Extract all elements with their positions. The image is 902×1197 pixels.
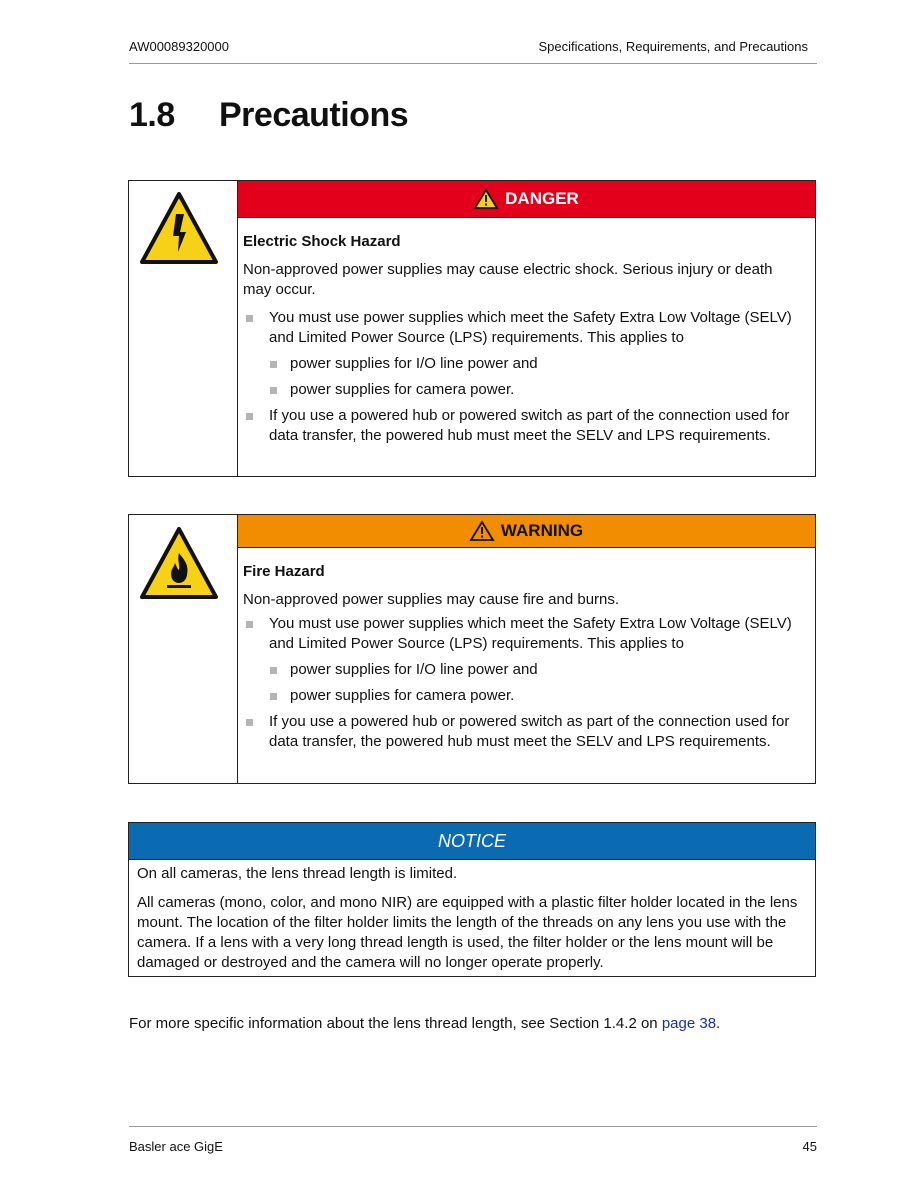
section-name: Precautions: [219, 96, 409, 134]
list-item: power supplies for I/O line power and: [269, 354, 803, 374]
page-title: [129, 96, 408, 135]
electric-shock-icon: [139, 190, 219, 270]
page-footer: [129, 1126, 817, 1154]
warning-heading: Fire Hazard: [243, 563, 325, 580]
fire-icon: [139, 525, 219, 605]
page-header: [129, 39, 817, 64]
danger-label: DANGER: [505, 189, 579, 208]
danger-intro: Non-approved power supplies may cause electric shock. Serious injury or death may occur.: [243, 261, 773, 298]
list-item: You must use power supplies which meet the Safety Extra Low Voltage (SELV) and Limited Power Source (LPS) requirements. This applies to power supplies for I/O line power and power supplies for camera power.: [243, 614, 803, 706]
notice-paragraph: All cameras (mono, color, and mono NIR) are equipped with a plastic filter holder located in the lens mount. The location of the filter holder limits the length of the threads on any lens you use with the camera. If a lens with a very long thread length is used, the filter holder or the lens mount will be damaged or destroyed and the camera will no longer operate properly.: [137, 894, 798, 971]
notice-box: [128, 822, 816, 977]
page-link[interactable]: page 38: [661, 1015, 717, 1032]
list-item: power supplies for camera power.: [269, 686, 803, 706]
list-item: power supplies for I/O line power and: [269, 660, 803, 680]
warning-label: WARNING: [500, 521, 584, 540]
list-item: power supplies for camera power.: [269, 380, 803, 400]
section-title: Specifications, Requirements, and Precautions: [538, 39, 808, 54]
danger-icon-column: [129, 181, 238, 476]
more-info: For more specific information about the lens thread length, see Section 1.4.2 on page 38.: [129, 1015, 721, 1032]
danger-banner: [237, 181, 815, 218]
list-item: If you use a powered hub or powered switch as part of the connection used for data transfer, the powered hub must meet the SELV and LPS requirements.: [243, 406, 803, 446]
danger-box: [128, 180, 816, 477]
warning-triangle-icon: [473, 188, 499, 210]
page-number: 45: [802, 1139, 817, 1154]
warning-list: [243, 614, 803, 752]
warning-triangle-icon: [469, 520, 495, 542]
notice-banner: [129, 823, 815, 860]
warning-box: [128, 514, 816, 784]
warning-banner: [237, 515, 815, 548]
danger-heading: Electric Shock Hazard: [243, 233, 401, 250]
doc-id: AW00089320000: [129, 39, 229, 54]
warning-icon-column: [129, 515, 238, 783]
warning-intro: Non-approved power supplies may cause fire and burns.: [243, 591, 620, 608]
notice-label: NOTICE: [437, 830, 506, 851]
list-item: If you use a powered hub or powered switch as part of the connection used for data transfer, the powered hub must meet the SELV and LPS requirements.: [243, 712, 803, 752]
danger-list: [243, 308, 803, 446]
product-name: Basler ace GigE: [129, 1139, 223, 1154]
notice-paragraph: On all cameras, the lens thread length is limited.: [137, 865, 458, 882]
section-number: 1.8: [129, 96, 175, 134]
list-item: You must use power supplies which meet the Safety Extra Low Voltage (SELV) and Limited Power Source (LPS) requirements. This applies to power supplies for I/O line power and power supplies for camera power.: [243, 308, 803, 400]
